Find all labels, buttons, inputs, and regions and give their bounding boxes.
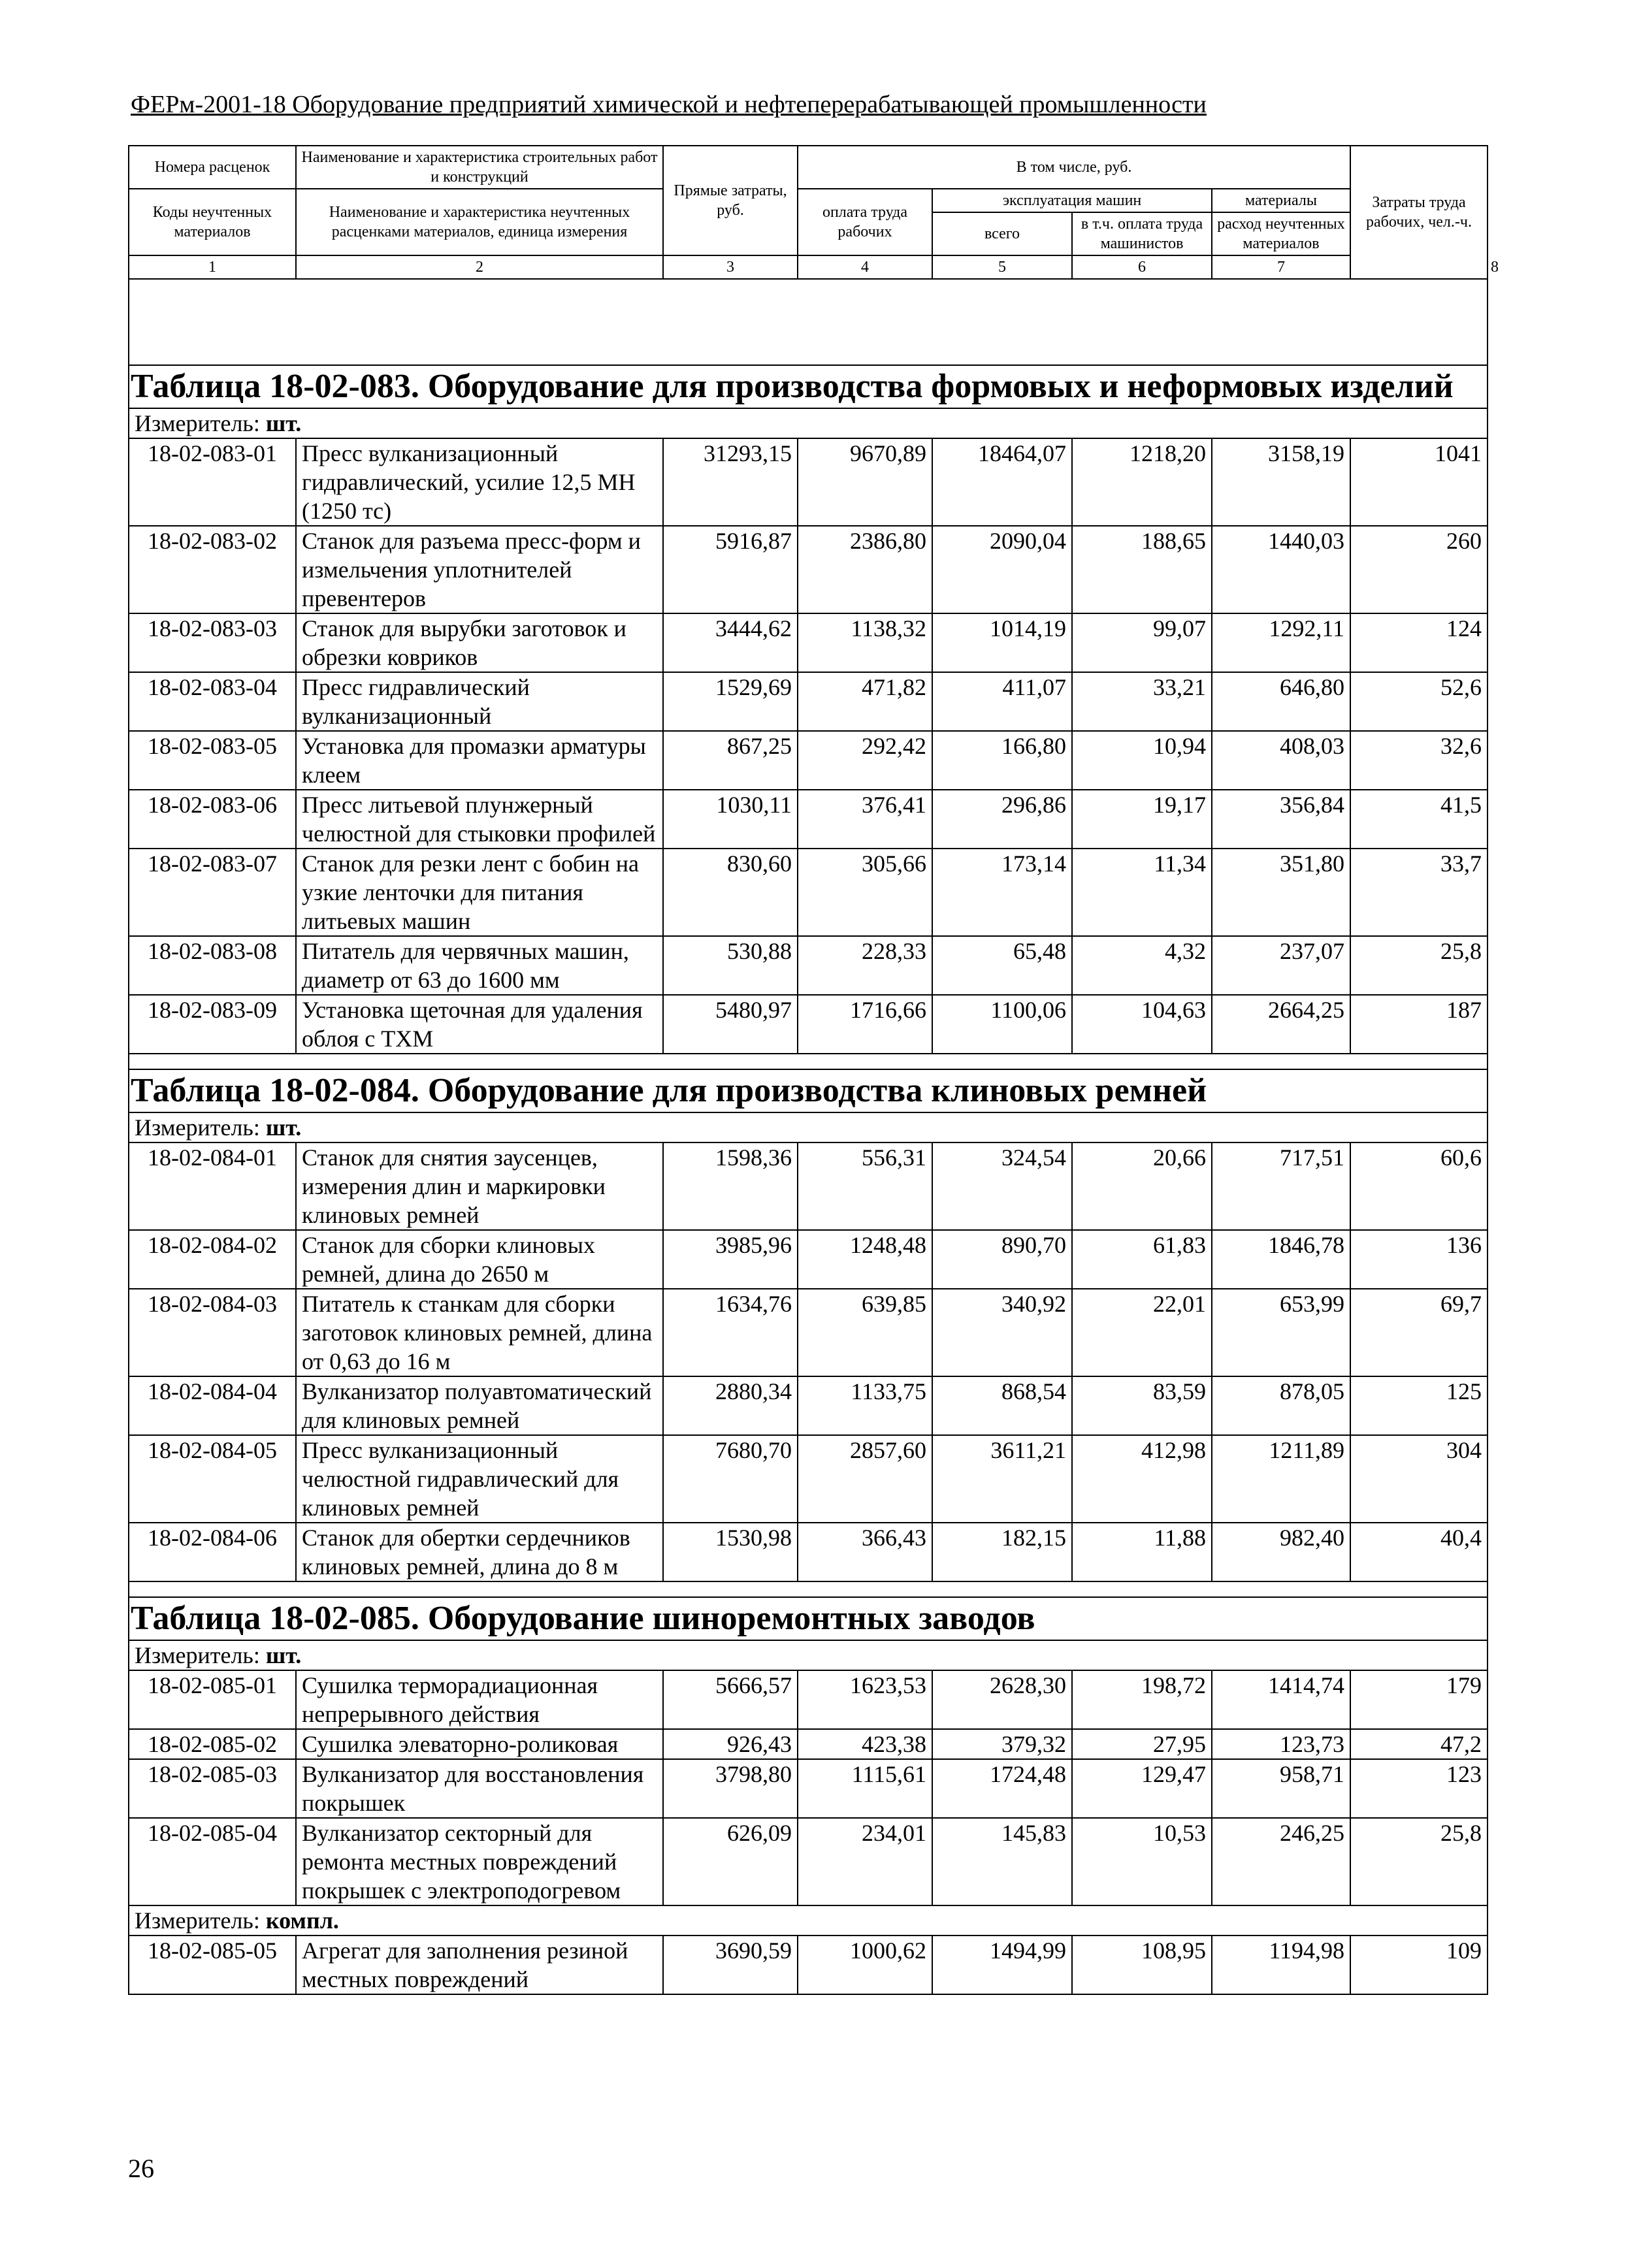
rate-code: 18-02-085-01 bbox=[129, 1670, 296, 1729]
value-mat: 3158,19 bbox=[1212, 438, 1350, 526]
value-mach: 18464,07 bbox=[932, 438, 1072, 526]
value-mach-labor: 22,01 bbox=[1072, 1289, 1212, 1376]
col-number: 3 bbox=[663, 255, 798, 279]
value-hours: 52,6 bbox=[1350, 672, 1488, 731]
value-mach-labor: 61,83 bbox=[1072, 1230, 1212, 1289]
item-name: Вулканизатор полуавтоматический для клиновых ремней bbox=[296, 1376, 663, 1435]
column-numbers-row: 1 2 3 4 5 6 7 8 bbox=[129, 255, 1488, 279]
item-name: Питатель для червячных машин, диаметр от 63 до 1600 мм bbox=[296, 936, 663, 995]
machines-header: эксплуатация машин bbox=[932, 189, 1212, 212]
col-number: 2 bbox=[296, 255, 663, 279]
value-labor: 2386,80 bbox=[798, 526, 932, 613]
value-hours: 136 bbox=[1350, 1230, 1488, 1289]
value-mat: 878,05 bbox=[1212, 1376, 1350, 1435]
value-mach-labor: 11,88 bbox=[1072, 1523, 1212, 1581]
item-name: Пресс литьевой плунжерный челюстной для стыковки профилей bbox=[296, 790, 663, 849]
value-labor: 1138,32 bbox=[798, 613, 932, 672]
col-4-header: оплата труда рабочих bbox=[798, 189, 932, 255]
value-direct: 867,25 bbox=[663, 731, 798, 790]
table-row bbox=[129, 849, 1488, 936]
value-hours: 69,7 bbox=[1350, 1289, 1488, 1376]
value-mach: 1494,99 bbox=[932, 1936, 1072, 1994]
value-hours: 40,4 bbox=[1350, 1523, 1488, 1581]
header-row-1 bbox=[129, 146, 1488, 189]
value-mach-labor: 129,47 bbox=[1072, 1759, 1212, 1818]
value-hours: 25,8 bbox=[1350, 936, 1488, 995]
value-mach: 2628,30 bbox=[932, 1670, 1072, 1729]
spacer-cell bbox=[129, 1054, 1488, 1069]
unit-cell bbox=[129, 1905, 1488, 1936]
table-row bbox=[129, 1729, 1488, 1759]
col-number: 6 bbox=[1072, 255, 1212, 279]
value-mat: 351,80 bbox=[1212, 849, 1350, 936]
value-mach: 868,54 bbox=[932, 1376, 1072, 1435]
item-name: Пресс гидравлический вулканизационный bbox=[296, 672, 663, 731]
value-direct: 5480,97 bbox=[663, 995, 798, 1054]
value-mach-labor: 33,21 bbox=[1072, 672, 1212, 731]
value-labor: 639,85 bbox=[798, 1289, 932, 1376]
table-row bbox=[129, 1936, 1488, 1994]
value-mach: 340,92 bbox=[932, 1289, 1072, 1376]
section-spacer bbox=[129, 1581, 1488, 1597]
col-number: 5 bbox=[932, 255, 1072, 279]
table-row bbox=[129, 1435, 1488, 1523]
rate-code: 18-02-084-05 bbox=[129, 1435, 296, 1523]
unit-label: Измеритель: bbox=[135, 1642, 260, 1668]
unit-cell bbox=[129, 1112, 1488, 1142]
unit-row bbox=[129, 1640, 1488, 1670]
value-mat: 1194,98 bbox=[1212, 1936, 1350, 1994]
col-8-header: Затраты труда рабочих, чел.-ч. bbox=[1350, 146, 1488, 279]
rate-code: 18-02-083-04 bbox=[129, 672, 296, 731]
value-mat: 1846,78 bbox=[1212, 1230, 1350, 1289]
value-labor: 1000,62 bbox=[798, 1936, 932, 1994]
value-hours: 32,6 bbox=[1350, 731, 1488, 790]
value-direct: 926,43 bbox=[663, 1729, 798, 1759]
rate-code: 18-02-084-01 bbox=[129, 1142, 296, 1230]
item-name: Станок для сборки клиновых ремней, длина до 2650 м bbox=[296, 1230, 663, 1289]
section-title: Таблица 18-02-083. Оборудование для производства формовых и неформовых изделий bbox=[131, 368, 1454, 405]
unit-label: Измеритель: bbox=[135, 1907, 260, 1934]
table-row bbox=[129, 995, 1488, 1054]
value-mat: 237,07 bbox=[1212, 936, 1350, 995]
value-mach: 379,32 bbox=[932, 1729, 1072, 1759]
value-mat: 1292,11 bbox=[1212, 613, 1350, 672]
item-name: Вулканизатор секторный для ремонта местных повреждений покрышек с электроподогревом bbox=[296, 1818, 663, 1905]
unit-value: шт. bbox=[265, 1114, 302, 1141]
value-labor: 556,31 bbox=[798, 1142, 932, 1230]
table-row bbox=[129, 1289, 1488, 1376]
value-mach-labor: 10,53 bbox=[1072, 1818, 1212, 1905]
value-labor: 228,33 bbox=[798, 936, 932, 995]
value-labor: 234,01 bbox=[798, 1818, 932, 1905]
table-row bbox=[129, 1142, 1488, 1230]
value-mach: 1014,19 bbox=[932, 613, 1072, 672]
value-labor: 292,42 bbox=[798, 731, 932, 790]
item-name: Вулканизатор для восстановления покрышек bbox=[296, 1759, 663, 1818]
value-mat: 1440,03 bbox=[1212, 526, 1350, 613]
section-title-row bbox=[129, 1597, 1488, 1640]
value-mach: 1724,48 bbox=[932, 1759, 1072, 1818]
rate-code: 18-02-085-02 bbox=[129, 1729, 296, 1759]
item-name: Сушилка терморадиационная непрерывного действия bbox=[296, 1670, 663, 1729]
value-mach: 1100,06 bbox=[932, 995, 1072, 1054]
unit-cell bbox=[129, 1640, 1488, 1670]
value-mat: 653,99 bbox=[1212, 1289, 1350, 1376]
value-mat: 1414,74 bbox=[1212, 1670, 1350, 1729]
value-direct: 2880,34 bbox=[663, 1376, 798, 1435]
value-labor: 1248,48 bbox=[798, 1230, 932, 1289]
item-name: Агрегат для заполнения резиной местных повреждений bbox=[296, 1936, 663, 1994]
value-mach-labor: 108,95 bbox=[1072, 1936, 1212, 1994]
unit-value: шт. bbox=[265, 1642, 302, 1668]
value-mach-labor: 83,59 bbox=[1072, 1376, 1212, 1435]
item-name: Станок для вырубки заготовок и обрезки ковриков bbox=[296, 613, 663, 672]
value-mach: 324,54 bbox=[932, 1142, 1072, 1230]
value-mach: 145,83 bbox=[932, 1818, 1072, 1905]
table-row bbox=[129, 1376, 1488, 1435]
unit-row bbox=[129, 1905, 1488, 1936]
value-mach-labor: 27,95 bbox=[1072, 1729, 1212, 1759]
value-direct: 1598,36 bbox=[663, 1142, 798, 1230]
section-spacer bbox=[129, 1054, 1488, 1069]
value-hours: 109 bbox=[1350, 1936, 1488, 1994]
value-mach-labor: 4,32 bbox=[1072, 936, 1212, 995]
value-mat: 2664,25 bbox=[1212, 995, 1350, 1054]
table-row bbox=[129, 1230, 1488, 1289]
value-mach: 182,15 bbox=[932, 1523, 1072, 1581]
section-title: Таблица 18-02-084. Оборудование для производства клиновых ремней bbox=[131, 1072, 1207, 1109]
rate-code: 18-02-083-01 bbox=[129, 438, 296, 526]
unit-cell bbox=[129, 408, 1488, 438]
value-direct: 3985,96 bbox=[663, 1230, 798, 1289]
rate-code: 18-02-085-05 bbox=[129, 1936, 296, 1994]
unit-value: компл. bbox=[265, 1907, 339, 1934]
value-hours: 124 bbox=[1350, 613, 1488, 672]
section-title-cell bbox=[129, 365, 1488, 408]
col-2a-header: Наименование и характеристика строительных работ и конструкций bbox=[296, 146, 663, 189]
rate-code: 18-02-085-04 bbox=[129, 1818, 296, 1905]
unit-row bbox=[129, 408, 1488, 438]
value-mach-labor: 1218,20 bbox=[1072, 438, 1212, 526]
col-5-header: всего bbox=[932, 212, 1072, 255]
rate-code: 18-02-085-03 bbox=[129, 1759, 296, 1818]
table-row bbox=[129, 672, 1488, 731]
item-name: Станок для разъема пресс-форм и измельчения уплотнителей превентеров bbox=[296, 526, 663, 613]
item-name: Питатель к станкам для сборки заготовок клиновых ремней, длина от 0,63 до 16 м bbox=[296, 1289, 663, 1376]
rate-code: 18-02-083-02 bbox=[129, 526, 296, 613]
value-labor: 1133,75 bbox=[798, 1376, 932, 1435]
page-number: 26 bbox=[128, 2154, 154, 2183]
col-1a-header: Номера расценок bbox=[129, 146, 296, 189]
value-mach: 296,86 bbox=[932, 790, 1072, 849]
col-number: 4 bbox=[798, 255, 932, 279]
item-name: Установка для промазки арматуры клеем bbox=[296, 731, 663, 790]
table-row bbox=[129, 1523, 1488, 1581]
value-mach-labor: 11,34 bbox=[1072, 849, 1212, 936]
value-mat: 982,40 bbox=[1212, 1523, 1350, 1581]
value-hours: 260 bbox=[1350, 526, 1488, 613]
table-row bbox=[129, 526, 1488, 613]
rate-code: 18-02-083-09 bbox=[129, 995, 296, 1054]
item-name: Станок для резки лент с бобин на узкие ленточки для питания литьевых машин bbox=[296, 849, 663, 936]
value-direct: 1634,76 bbox=[663, 1289, 798, 1376]
value-hours: 123 bbox=[1350, 1759, 1488, 1818]
rate-code: 18-02-084-02 bbox=[129, 1230, 296, 1289]
rate-code: 18-02-083-06 bbox=[129, 790, 296, 849]
section-title-cell bbox=[129, 1597, 1488, 1640]
value-mat: 717,51 bbox=[1212, 1142, 1350, 1230]
value-direct: 7680,70 bbox=[663, 1435, 798, 1523]
value-hours: 47,2 bbox=[1350, 1729, 1488, 1759]
value-hours: 187 bbox=[1350, 995, 1488, 1054]
section-spacer bbox=[129, 279, 1488, 365]
value-direct: 3444,62 bbox=[663, 613, 798, 672]
value-mat: 246,25 bbox=[1212, 1818, 1350, 1905]
value-direct: 1529,69 bbox=[663, 672, 798, 731]
section-title-cell bbox=[129, 1069, 1488, 1112]
value-direct: 3798,80 bbox=[663, 1759, 798, 1818]
value-mach-labor: 19,17 bbox=[1072, 790, 1212, 849]
rate-code: 18-02-084-03 bbox=[129, 1289, 296, 1376]
table-row bbox=[129, 1818, 1488, 1905]
value-mach: 411,07 bbox=[932, 672, 1072, 731]
value-mach-labor: 20,66 bbox=[1072, 1142, 1212, 1230]
item-name: Пресс вулканизационный гидравлический, усилие 12,5 МН (1250 тс) bbox=[296, 438, 663, 526]
value-mach-labor: 198,72 bbox=[1072, 1670, 1212, 1729]
section-title: Таблица 18-02-085. Оборудование шиноремонтных заводов bbox=[131, 1600, 1035, 1637]
table-row bbox=[129, 790, 1488, 849]
value-direct: 530,88 bbox=[663, 936, 798, 995]
materials-header: материалы bbox=[1212, 189, 1350, 212]
value-hours: 1041 bbox=[1350, 438, 1488, 526]
value-direct: 5916,87 bbox=[663, 526, 798, 613]
table-row bbox=[129, 438, 1488, 526]
value-mach-labor: 99,07 bbox=[1072, 613, 1212, 672]
value-hours: 60,6 bbox=[1350, 1142, 1488, 1230]
unit-row bbox=[129, 1112, 1488, 1142]
value-mat: 123,73 bbox=[1212, 1729, 1350, 1759]
item-name: Установка щеточная для удаления облоя с ТХМ bbox=[296, 995, 663, 1054]
value-labor: 471,82 bbox=[798, 672, 932, 731]
value-mach: 166,80 bbox=[932, 731, 1072, 790]
col-1b-header: Коды неучтенных материалов bbox=[129, 189, 296, 255]
item-name: Станок для снятия заусенцев, измерения длин и маркировки клиновых ремней bbox=[296, 1142, 663, 1230]
section-title-row bbox=[129, 365, 1488, 408]
rate-code: 18-02-083-08 bbox=[129, 936, 296, 995]
value-mach: 2090,04 bbox=[932, 526, 1072, 613]
value-direct: 5666,57 bbox=[663, 1670, 798, 1729]
value-hours: 41,5 bbox=[1350, 790, 1488, 849]
unit-value: шт. bbox=[265, 410, 302, 436]
unit-label: Измеритель: bbox=[135, 1114, 260, 1141]
item-name: Станок для обертки сердечников клиновых ремней, длина до 8 м bbox=[296, 1523, 663, 1581]
rate-code: 18-02-084-06 bbox=[129, 1523, 296, 1581]
value-labor: 2857,60 bbox=[798, 1435, 932, 1523]
col-7-header: расход неучтенных материалов bbox=[1212, 212, 1350, 255]
group-header: В том числе, руб. bbox=[798, 146, 1350, 189]
table-row bbox=[129, 613, 1488, 672]
rates-table bbox=[128, 145, 1499, 1995]
value-labor: 366,43 bbox=[798, 1523, 932, 1581]
table-row bbox=[129, 936, 1488, 995]
item-name: Сушилка элеваторно-роликовая bbox=[296, 1729, 663, 1759]
value-hours: 125 bbox=[1350, 1376, 1488, 1435]
value-mach: 890,70 bbox=[932, 1230, 1072, 1289]
unit-label: Измеритель: bbox=[135, 410, 260, 436]
item-name: Пресс вулканизационный челюстной гидравлический для клиновых ремней bbox=[296, 1435, 663, 1523]
value-labor: 423,38 bbox=[798, 1729, 932, 1759]
header-row-2 bbox=[129, 189, 1488, 212]
table-row bbox=[129, 1759, 1488, 1818]
value-direct: 31293,15 bbox=[663, 438, 798, 526]
table-row bbox=[129, 731, 1488, 790]
col-number: 1 bbox=[129, 255, 296, 279]
col-number: 7 bbox=[1212, 255, 1350, 279]
value-mach: 173,14 bbox=[932, 849, 1072, 936]
value-mat: 646,80 bbox=[1212, 672, 1350, 731]
col-3-header: Прямые затраты, руб. bbox=[663, 146, 798, 255]
value-mach-labor: 188,65 bbox=[1072, 526, 1212, 613]
value-mat: 356,84 bbox=[1212, 790, 1350, 849]
value-mach-labor: 10,94 bbox=[1072, 731, 1212, 790]
value-mat: 958,71 bbox=[1212, 1759, 1350, 1818]
rate-code: 18-02-083-03 bbox=[129, 613, 296, 672]
value-direct: 3690,59 bbox=[663, 1936, 798, 1994]
value-direct: 1030,11 bbox=[663, 790, 798, 849]
value-labor: 376,41 bbox=[798, 790, 932, 849]
value-labor: 9670,89 bbox=[798, 438, 932, 526]
value-labor: 1115,61 bbox=[798, 1759, 932, 1818]
value-labor: 1623,53 bbox=[798, 1670, 932, 1729]
col-2b-header: Наименование и характеристика неучтенных расценками материалов, единица измерения bbox=[296, 189, 663, 255]
value-mach: 3611,21 bbox=[932, 1435, 1072, 1523]
rate-code: 18-02-084-04 bbox=[129, 1376, 296, 1435]
value-labor: 1716,66 bbox=[798, 995, 932, 1054]
spacer-cell bbox=[129, 1581, 1488, 1597]
rate-code: 18-02-083-07 bbox=[129, 849, 296, 936]
section-title-row bbox=[129, 1069, 1488, 1112]
table-row bbox=[129, 1670, 1488, 1729]
col-6-header: в т.ч. оплата труда машинистов bbox=[1072, 212, 1212, 255]
value-mat: 408,03 bbox=[1212, 731, 1350, 790]
rate-code: 18-02-083-05 bbox=[129, 731, 296, 790]
value-direct: 626,09 bbox=[663, 1818, 798, 1905]
value-hours: 179 bbox=[1350, 1670, 1488, 1729]
value-hours: 25,8 bbox=[1350, 1818, 1488, 1905]
value-mat: 1211,89 bbox=[1212, 1435, 1350, 1523]
page-header: ФЕРм-2001-18 Оборудование предприятий химической и нефтеперерабатывающей промышленности bbox=[131, 91, 1207, 118]
value-mach: 65,48 bbox=[932, 936, 1072, 995]
value-mach-labor: 412,98 bbox=[1072, 1435, 1212, 1523]
spacer-cell bbox=[129, 279, 1488, 365]
value-direct: 830,60 bbox=[663, 849, 798, 936]
value-hours: 304 bbox=[1350, 1435, 1488, 1523]
value-labor: 305,66 bbox=[798, 849, 932, 936]
value-direct: 1530,98 bbox=[663, 1523, 798, 1581]
value-mach-labor: 104,63 bbox=[1072, 995, 1212, 1054]
value-hours: 33,7 bbox=[1350, 849, 1488, 936]
